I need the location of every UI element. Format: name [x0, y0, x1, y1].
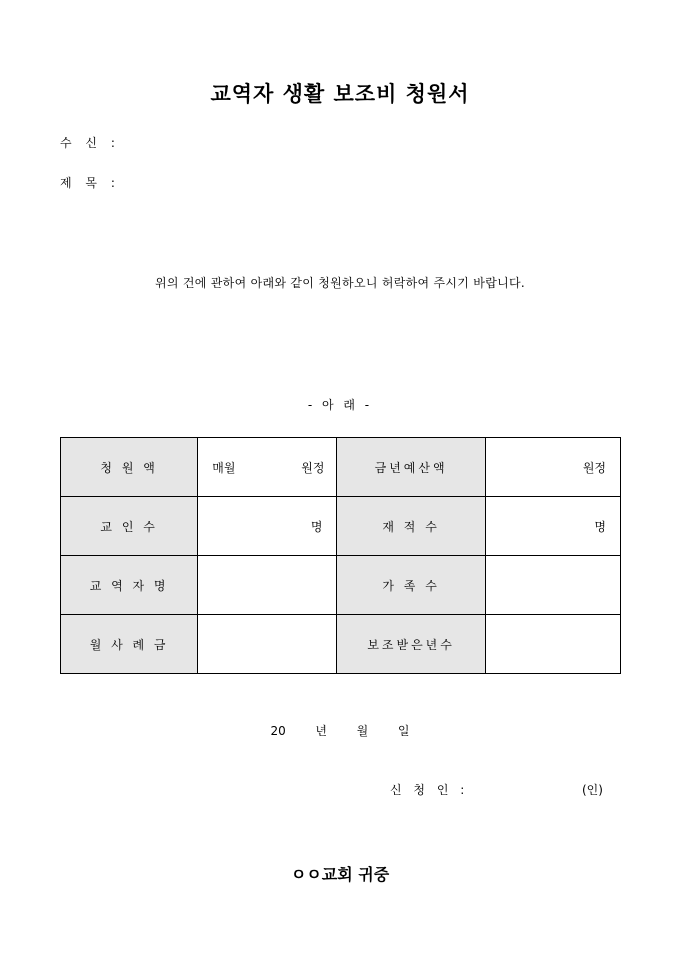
minister-name-label: 교 역 자 명 [61, 556, 198, 615]
day-unit: 일 [397, 724, 410, 738]
person-unit: 명 [310, 519, 323, 534]
document-title: 교역자 생활 보조비 청원서 [210, 81, 470, 106]
requested-amount-cell [198, 438, 337, 497]
member-count-cell [198, 497, 337, 556]
year-unit: 년 [315, 724, 328, 738]
annual-budget-cell [485, 438, 620, 497]
below-section-label: - 아 래 - [307, 398, 373, 412]
year-prefix: 20 [270, 724, 286, 738]
years-supported-label: 보조받은년수 [337, 615, 485, 674]
addressee-footer: ㅇㅇ교회 귀중 [290, 865, 390, 884]
registered-count-label: 재 적 수 [337, 497, 485, 556]
minister-name-cell [198, 556, 337, 615]
applicant-label: 신 청 인 : [390, 783, 469, 797]
years-supported-cell [485, 615, 620, 674]
table-row [61, 497, 621, 556]
request-body-text: 위의 건에 관하여 아래와 같이 청원하오니 허락하여 주시기 바랍니다. [154, 276, 525, 290]
date-line [0, 722, 680, 739]
table-row [61, 615, 621, 674]
registered-count-cell [485, 497, 620, 556]
family-count-label: 가 족 수 [337, 556, 485, 615]
subject-label: 제 목 : [60, 176, 120, 190]
annual-budget-label: 금년예산액 [337, 438, 485, 497]
monthly-prefix: 매월 [212, 460, 236, 475]
person-unit: 명 [594, 519, 606, 534]
won-unit: 원정 [301, 460, 325, 475]
table-row [61, 556, 621, 615]
monthly-honorarium-label: 월 사 례 금 [61, 615, 198, 674]
requested-amount-label: 청 원 액 [61, 438, 198, 497]
member-count-label: 교 인 수 [61, 497, 198, 556]
monthly-honorarium-cell [198, 615, 337, 674]
table-row [61, 438, 621, 497]
seal-mark: (인) [582, 783, 603, 797]
recipient-label: 수 신 : [60, 136, 120, 150]
month-unit: 월 [356, 724, 369, 738]
request-details-table [60, 437, 621, 674]
won-unit: 원정 [582, 460, 606, 475]
family-count-cell [485, 556, 620, 615]
